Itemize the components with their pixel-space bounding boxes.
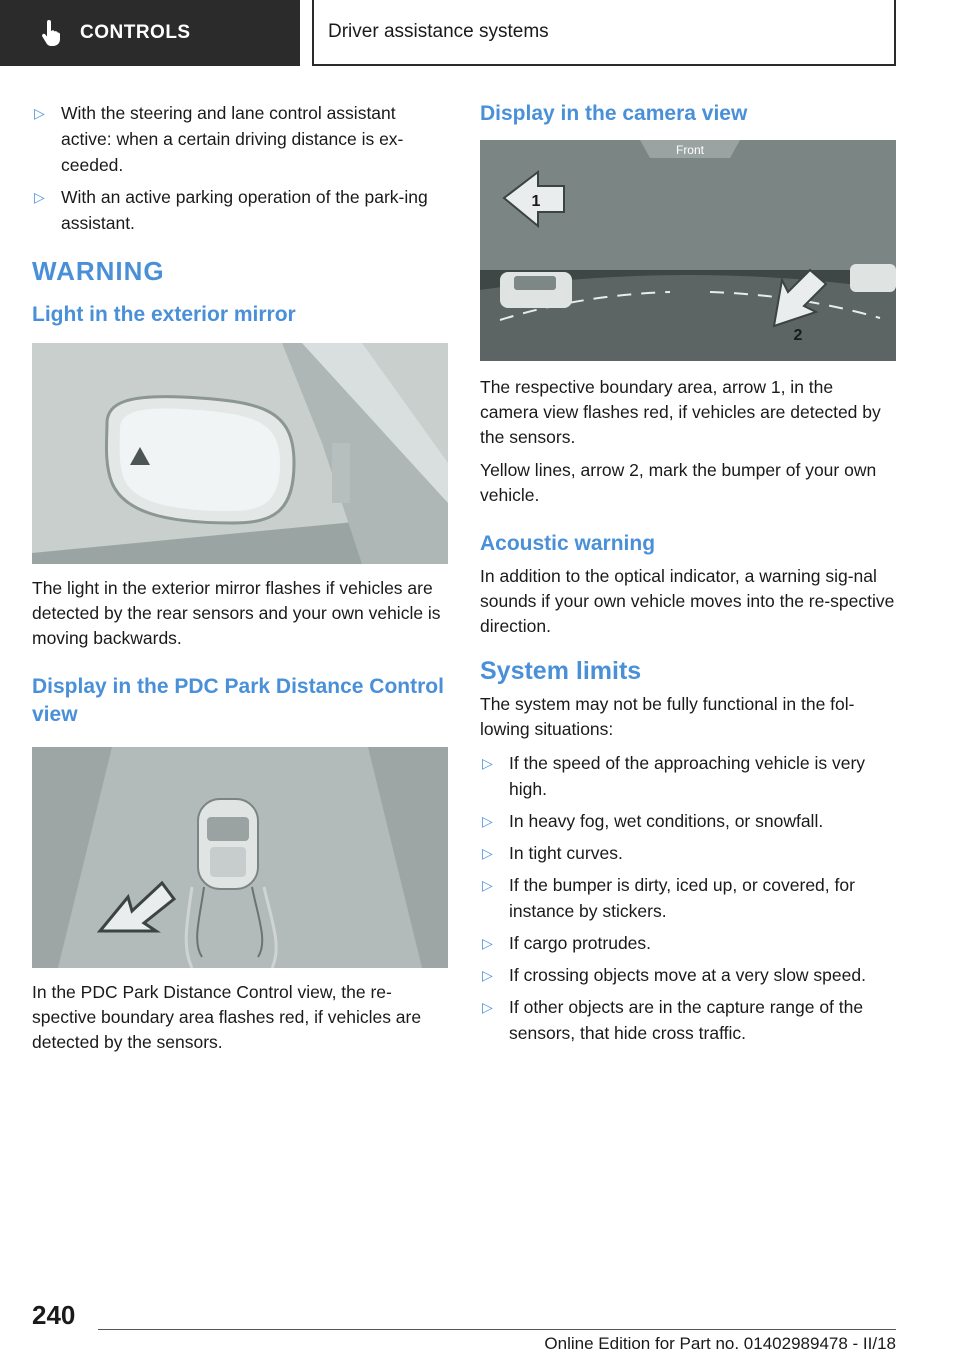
mirror-text: The light in the exterior mirror flashes if vehicles are detected by the rear sensors and your own vehicle is moving backwards. — [32, 578, 441, 648]
pointing-hand-icon — [40, 20, 62, 46]
chapter-title: Driver assistance systems — [312, 0, 896, 66]
bullet-triangle-icon: ▷ — [34, 189, 45, 205]
arrow-1-label: 1 — [531, 193, 541, 210]
bullet-triangle-icon: ▷ — [482, 935, 493, 951]
bullet-triangle-icon: ▷ — [482, 813, 493, 829]
page-number: 240 — [32, 1300, 76, 1330]
acoustic-text: In addition to the optical indicator, a warning sig‐nal sounds if your own vehicle moves into the re‐spective direction. — [480, 566, 895, 636]
warning-heading: WARNING — [32, 256, 165, 286]
camera-view-figure — [480, 140, 896, 361]
bullet-triangle-icon: ▷ — [482, 845, 493, 861]
limits-heading: System limits — [480, 657, 642, 685]
acoustic-heading: Acoustic warning — [480, 532, 656, 555]
vehicle-right — [850, 264, 896, 292]
section-label: CONTROLS — [80, 22, 191, 43]
camera-text-2: Yellow lines, arrow 2, mark the bumper of your own vehicle. — [480, 460, 877, 505]
exterior-mirror-figure — [32, 343, 448, 564]
list-item: ▷ If cargo protrudes. — [480, 930, 896, 956]
bullet-triangle-icon: ▷ — [482, 755, 493, 771]
bullet-triangle-icon: ▷ — [34, 105, 45, 121]
arrow-2-label: 2 — [793, 327, 803, 344]
section-tab — [0, 0, 300, 66]
bullet-triangle-icon: ▷ — [482, 877, 493, 893]
list-item: ▷ In heavy fog, wet conditions, or snowfall. — [480, 808, 896, 834]
limits-intro: The system may not be fully functional in the fol‐lowing situations: — [480, 694, 855, 739]
camera-heading: Display in the camera view — [480, 102, 748, 125]
bullet-triangle-icon: ▷ — [482, 967, 493, 983]
edition-text: Online Edition for Part no. 01402989478 - II/18 — [544, 1334, 896, 1353]
pdc-view-figure — [32, 747, 448, 968]
footer-divider — [98, 1329, 896, 1330]
page-header — [0, 0, 960, 66]
list-item: ▷ If the speed of the approaching vehicle is very high. — [480, 750, 896, 802]
list-item: ▷ If the bumper is dirty, iced up, or covered, for instance by stickers. — [480, 872, 896, 924]
left-column — [32, 100, 448, 1063]
list-item: ▷ With an active parking operation of the park‐ing assistant. — [32, 184, 448, 236]
pdc-heading: Display in the PDC Park Distance Control view — [32, 675, 444, 726]
pdc-text: In the PDC Park Distance Control view, the re‐spective boundary area flashes red, if vehicles are detected by the sensors. — [32, 982, 422, 1052]
front-label: Front — [675, 143, 705, 157]
bullet-triangle-icon: ▷ — [482, 999, 493, 1015]
camera-text-1: The respective boundary area, arrow 1, in the camera view flashes red, if vehicles are detected by the sensors. — [480, 377, 881, 447]
list-item: ▷ If other objects are in the capture range of the sensors, that hide cross traffic. — [480, 994, 896, 1046]
mirror-heading: Light in the exterior mirror — [32, 303, 296, 326]
list-item: ▷ With the steering and lane control assistant active: when a certain driving distance is ex‐ceeded. — [32, 100, 448, 178]
right-column — [480, 100, 896, 1052]
list-item: ▷ If crossing objects move at a very slow speed. — [480, 962, 896, 988]
list-item: ▷ In tight curves. — [480, 840, 896, 866]
vehicle-left — [500, 272, 572, 308]
